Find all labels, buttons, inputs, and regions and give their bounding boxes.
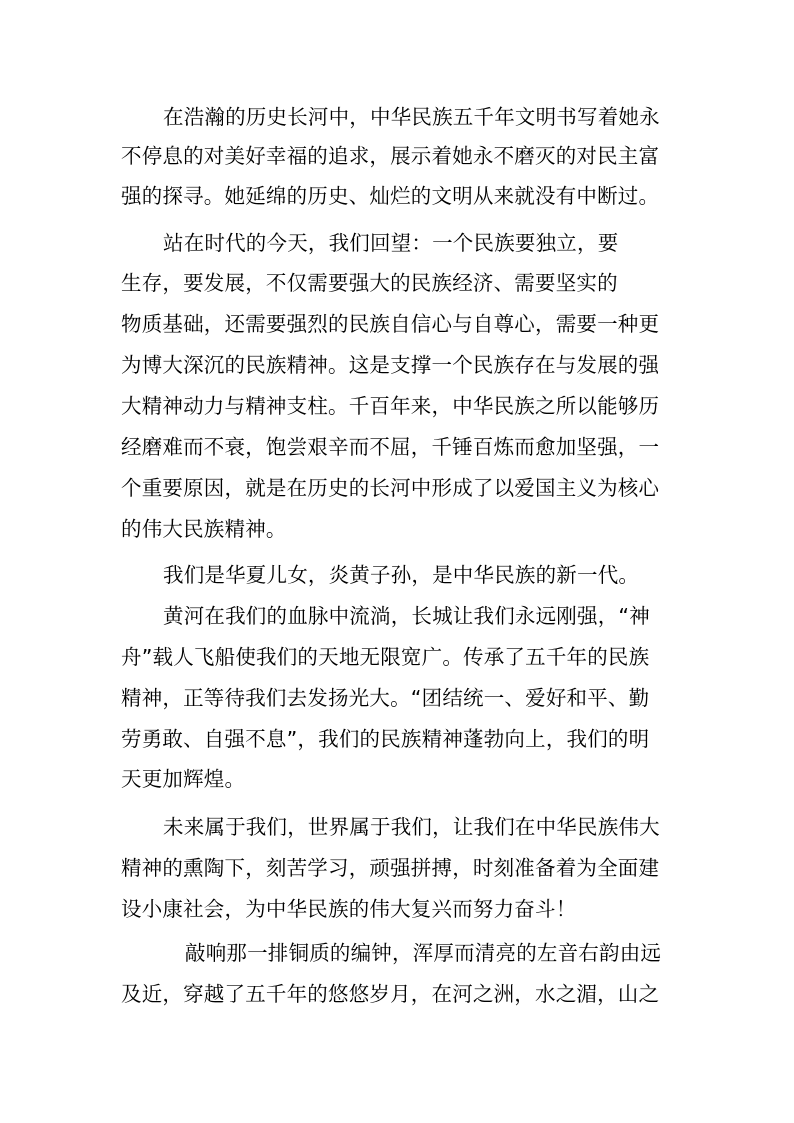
paragraph-2-line-8: 的伟大民族精神。 [121,517,287,541]
paragraph-1-line-3: 强的探寻。她延绵的历史、灿烂的文明从来就没有中断过。 [121,184,660,208]
paragraph-2-line-2: 生存，要发展，不仅需要强大的民族经济、需要坚实的 [121,271,618,295]
paragraph-2-line-1: 站在时代的今天，我们回望：一个民族要独立，要 [163,231,619,255]
paragraph-2-line-3: 物质基础，还需要强烈的民族自信心与自尊心，需要一种更 [121,312,660,336]
paragraph-4-line-2: 舟”载人飞船使我们的天地无限宽广。传承了五千年的民族 [121,645,650,669]
paragraph-2-line-7: 个重要原因，就是在历史的长河中形成了以爱国主义为核心 [121,476,660,500]
paragraph-2-line-6: 经磨难而不衰，饱尝艰辛而不屈，千锤百炼而愈加坚强，一 [121,435,660,459]
paragraph-4-line-5: 天更加辉煌。 [121,767,246,791]
paragraph-2-line-4: 为博大深沉的民族精神。这是支撑一个民族存在与发展的强 [121,353,660,377]
paragraph-4-line-1: 黄河在我们的血脉中流淌，长城让我们永远刚强，“神 [163,604,650,628]
paragraph-4-line-4: 劳勇敢、自强不息”，我们的民族精神蓬勃向上，我们的明 [121,727,650,751]
paragraph-6-line-2: 及近，穿越了五千年的悠悠岁月，在河之洲，水之湄，山之 [121,982,660,1006]
paragraph-1-line-2: 不停息的对美好幸福的追求，展示着她永不磨灭的对民主富 [121,144,660,168]
paragraph-1-line-1: 在浩瀚的历史长河中，中华民族五千年文明书写着她永 [163,105,660,129]
paragraph-5-line-2: 精神的熏陶下，刻苦学习，顽强拼搏，时刻准备着为全面建 [121,856,660,880]
paragraph-5-line-1: 未来属于我们，世界属于我们，让我们在中华民族伟大 [163,815,660,839]
paragraph-3-line-1: 我们是华夏儿女，炎黄子孙，是中华民族的新一代。 [163,563,640,587]
paragraph-2-line-5: 大精神动力与精神支柱。千百年来，中华民族之所以能够历 [121,394,660,418]
paragraph-6-line-1: 敲响那一排铜质的编钟，浑厚而清亮的左音右韵由远 [185,941,662,965]
paragraph-5-line-3: 设小康社会，为中华民族的伟大复兴而努力奋斗！ [121,897,577,921]
paragraph-4-line-3: 精神，正等待我们去发扬光大。“团结统一、爱好和平、勤 [121,686,650,710]
